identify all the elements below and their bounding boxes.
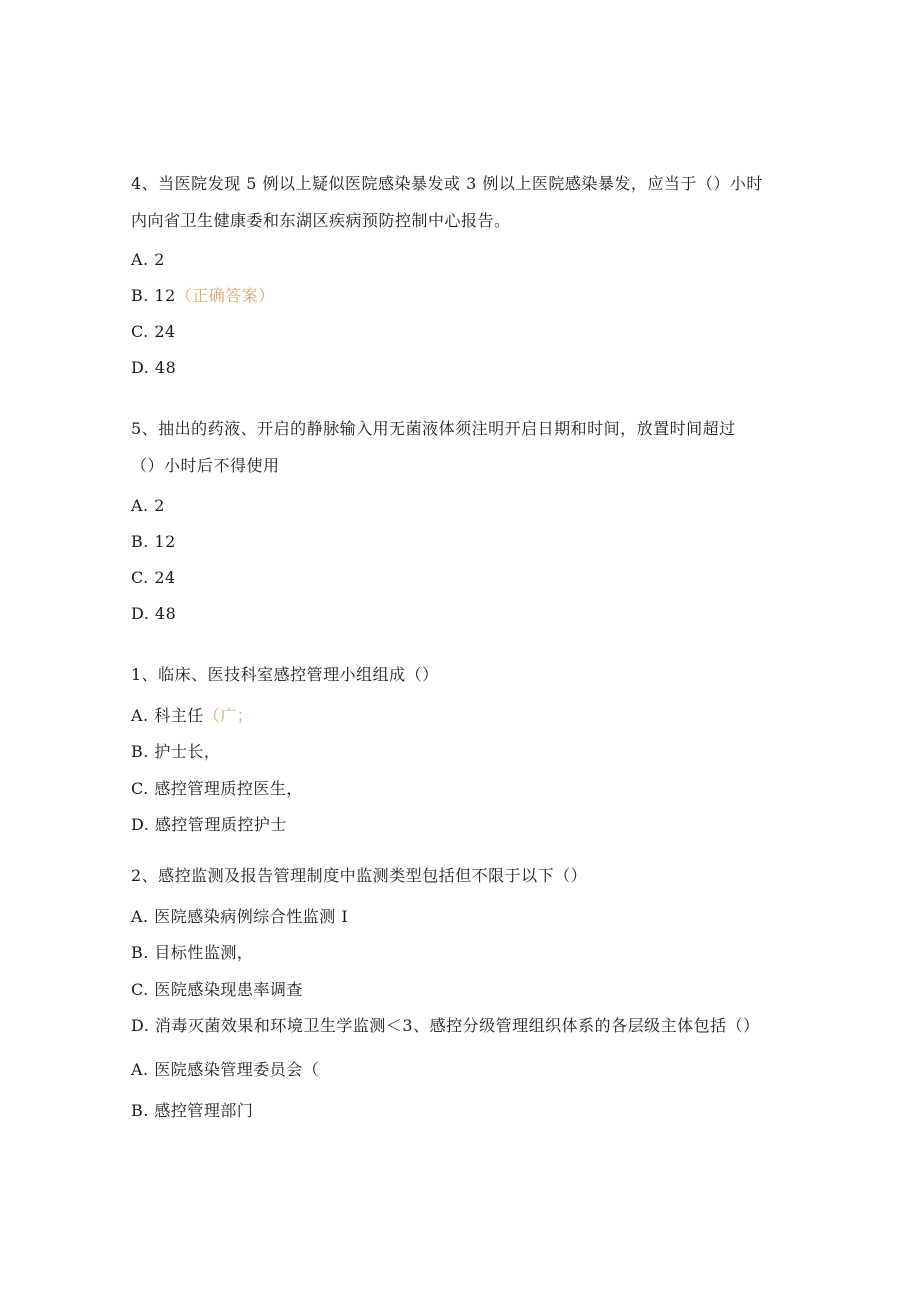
m1-option-a bbox=[131, 706, 253, 726]
m2-option-a: A. 医院感染病例综合性监测 I bbox=[131, 907, 349, 926]
q5-option-b: B. 12 bbox=[131, 532, 176, 551]
q5-option-c: C. 24 bbox=[131, 568, 176, 587]
q5-stem-line2: （）小时后不得使用 bbox=[131, 456, 280, 475]
q4-option-b-text: B. 12 bbox=[131, 286, 176, 305]
q4-option-c: C. 24 bbox=[131, 322, 176, 341]
m1-option-c: C. 感控管理质控医生， bbox=[131, 779, 303, 798]
m2-stem: 2、感控监测及报告管理制度中监测类型包括但不限于以下（） bbox=[131, 866, 588, 885]
q4-option-a: A. 2 bbox=[131, 250, 165, 269]
q5-option-d: D. 48 bbox=[131, 604, 177, 623]
m2-option-b: B. 目标性监测， bbox=[131, 943, 254, 962]
m1-stem: 1、临床、医技科室感控管理小组组成（） bbox=[131, 665, 439, 684]
m2-option-c: C. 医院感染现患率调查 bbox=[131, 980, 303, 999]
q5-option-a: A. 2 bbox=[131, 496, 165, 515]
m1-option-b: B. 护士长， bbox=[131, 742, 221, 761]
q4-option-d: D. 48 bbox=[131, 358, 177, 377]
m2-option-d: D. 消毒灭菌效果和环境卫生学监测＜3、感控分级管理组织体系的各层级主体包括（） bbox=[131, 1016, 760, 1035]
m3-option-a: A. 医院感染管理委员会（ bbox=[131, 1060, 320, 1079]
m1-option-a-text: A. 科主任 bbox=[131, 706, 204, 725]
q4-stem-line1: 4、当医院发现 5 例以上疑似医院感染暴发或 3 例以上医院感染暴发，应当于（）小时 bbox=[131, 174, 763, 193]
m3-option-b: B. 感控管理部门 bbox=[131, 1101, 254, 1120]
q4-option-b bbox=[131, 286, 275, 306]
correct-answer-tag: （正确答案） bbox=[175, 286, 275, 305]
q4-stem-line2: 内向省卫生健康委和东湖区疾病预防控制中心报告。 bbox=[131, 211, 511, 230]
answer-mark: （广； bbox=[203, 706, 254, 725]
q5-stem-line1: 5、抽出的药液、开启的静脉输入用无菌液体须注明开启日期和时间，放置时间超过 bbox=[131, 419, 736, 438]
m1-option-d: D. 感控管理质控护士 bbox=[131, 815, 287, 834]
